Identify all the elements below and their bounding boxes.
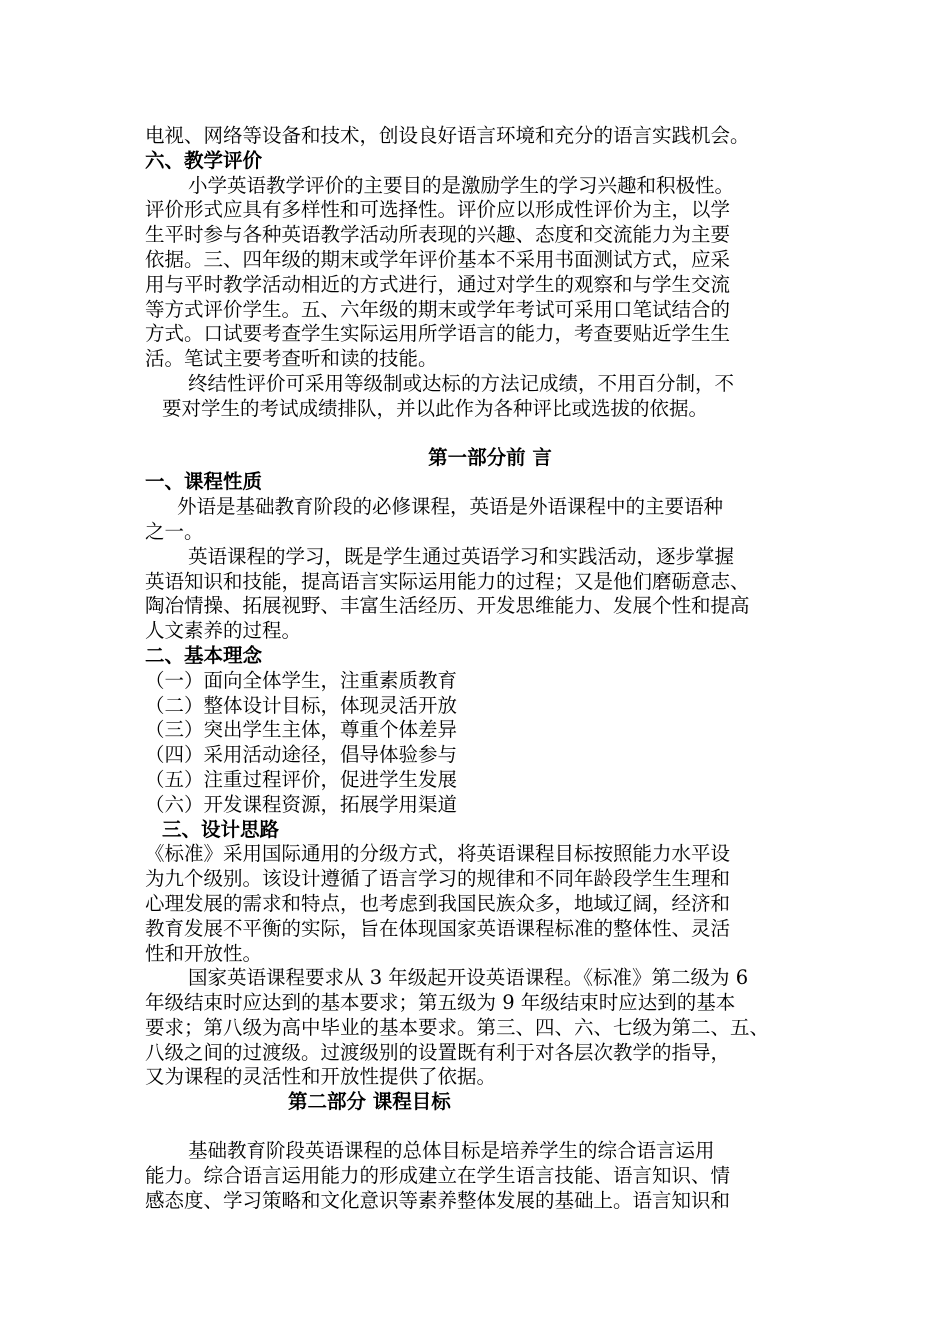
spacer bbox=[145, 422, 835, 446]
text-line: 活。笔试主要考查听和读的技能。 bbox=[145, 347, 438, 371]
list-item: （一）面向全体学生，注重素质教育 bbox=[145, 668, 458, 692]
text-line: 国家英语课程要求从 3 年级起开设英语课程。《标准》第二级为 6 bbox=[188, 966, 749, 990]
text-line: 外语是基础教育阶段的必修课程，英语是外语课程中的主要语种 bbox=[177, 495, 724, 519]
text-line: 电视、网络等设备和技术，创设良好语言环境和充分的语言实践机会。 bbox=[145, 124, 750, 147]
text-line: 用与平时教学活动相近的方式进行，通过对学生的观察和与学生交流 bbox=[145, 272, 731, 296]
text-line: 要求；第八级为高中毕业的基本要求。第三、四、六、七级为第二、五、 bbox=[145, 1015, 770, 1039]
section-heading: 一、课程性质 bbox=[145, 470, 263, 494]
text-line: 年级结束时应达到的基本要求；第五级为 9 年级结束时应达到的基本 bbox=[145, 991, 736, 1015]
text-line: 陶冶情操、拓展视野、丰富生活经历、开发思维能力、发展个性和提高 bbox=[145, 594, 750, 618]
list-item: （六）开发课程资源，拓展学用渠道 bbox=[145, 792, 458, 816]
text-line: 八级之间的过渡级。过渡级别的设置既有利于对各层次教学的指导， bbox=[145, 1040, 731, 1064]
text-line: 等方式评价学生。五、六年级的期末或学年考试可采用口笔试结合的 bbox=[145, 297, 731, 321]
text-line: 能力。综合语言运用能力的形成建立在学生语言技能、语言知识、情 bbox=[145, 1163, 731, 1187]
text-line: 又为课程的灵活性和开放性提供了依据。 bbox=[145, 1065, 497, 1089]
text-line: 要对学生的考试成绩排队，并以此作为各种评比或选拔的依据。 bbox=[162, 396, 709, 420]
list-item: （三）突出学生主体，尊重个体差异 bbox=[145, 718, 458, 742]
text-line: 小学英语教学评价的主要目的是激励学生的学习兴趣和积极性。 bbox=[188, 173, 735, 197]
list-item: （五）注重过程评价，促进学生发展 bbox=[145, 767, 458, 791]
text-line: 生平时参与各种英语教学活动所表现的兴趣、态度和交流能力为主要 bbox=[145, 223, 731, 247]
text-line: 感态度、学习策略和文化意识等素养整体发展的基础上。语言知识和 bbox=[145, 1188, 731, 1212]
text-line: 《标准》采用国际通用的分级方式，将英语课程目标按照能力水平设 bbox=[145, 842, 731, 866]
list-item: （二）整体设计目标，体现灵活开放 bbox=[145, 693, 458, 717]
list-item: （四）采用活动途径，倡导体验参与 bbox=[145, 743, 458, 767]
part-title: 第二部分 课程目标 bbox=[288, 1090, 451, 1114]
text-line: 评价形式应具有多样性和可选择性。评价应以形成性评价为主，以学 bbox=[145, 198, 731, 222]
text-line: 英语课程的学习，既是学生通过英语学习和实践活动，逐步掌握 bbox=[188, 544, 735, 568]
text-line: 为九个级别。该设计遵循了语言学习的规律和不同年龄段学生生理和 bbox=[145, 867, 731, 891]
text-line: 人文素养的过程。 bbox=[145, 619, 302, 643]
part-title: 第一部分前 言 bbox=[428, 445, 552, 469]
section-heading: 三、设计思路 bbox=[162, 817, 280, 841]
text-line: 之一。 bbox=[145, 519, 204, 543]
text-line: 方式。口试要考查学生实际运用所学语言的能力，考查要贴近学生生 bbox=[145, 322, 731, 346]
text-line: 性和开放性。 bbox=[145, 941, 263, 965]
section-heading: 六、教学评价 bbox=[145, 148, 263, 172]
text-line: 终结性评价可采用等级制或达标的方法记成绩，不用百分制，不 bbox=[188, 371, 735, 395]
text-line: 英语知识和技能，提高语言实际运用能力的过程；又是他们磨砺意志、 bbox=[145, 569, 750, 593]
spacer bbox=[145, 1115, 835, 1139]
text-line: 心理发展的需求和特点，也考虑到我国民族众多，地域辽阔，经济和 bbox=[145, 891, 731, 915]
document-page bbox=[145, 124, 835, 1213]
text-line: 教育发展不平衡的实际，旨在体现国家英语课程标准的整体性、灵活 bbox=[145, 916, 731, 940]
section-heading: 二、基本理念 bbox=[145, 643, 263, 667]
text-line: 依据。三、四年级的期末或学年评价基本不采用书面测试方式，应采 bbox=[145, 247, 731, 271]
text-line: 基础教育阶段英语课程的总体目标是培养学生的综合语言运用 bbox=[188, 1139, 715, 1163]
